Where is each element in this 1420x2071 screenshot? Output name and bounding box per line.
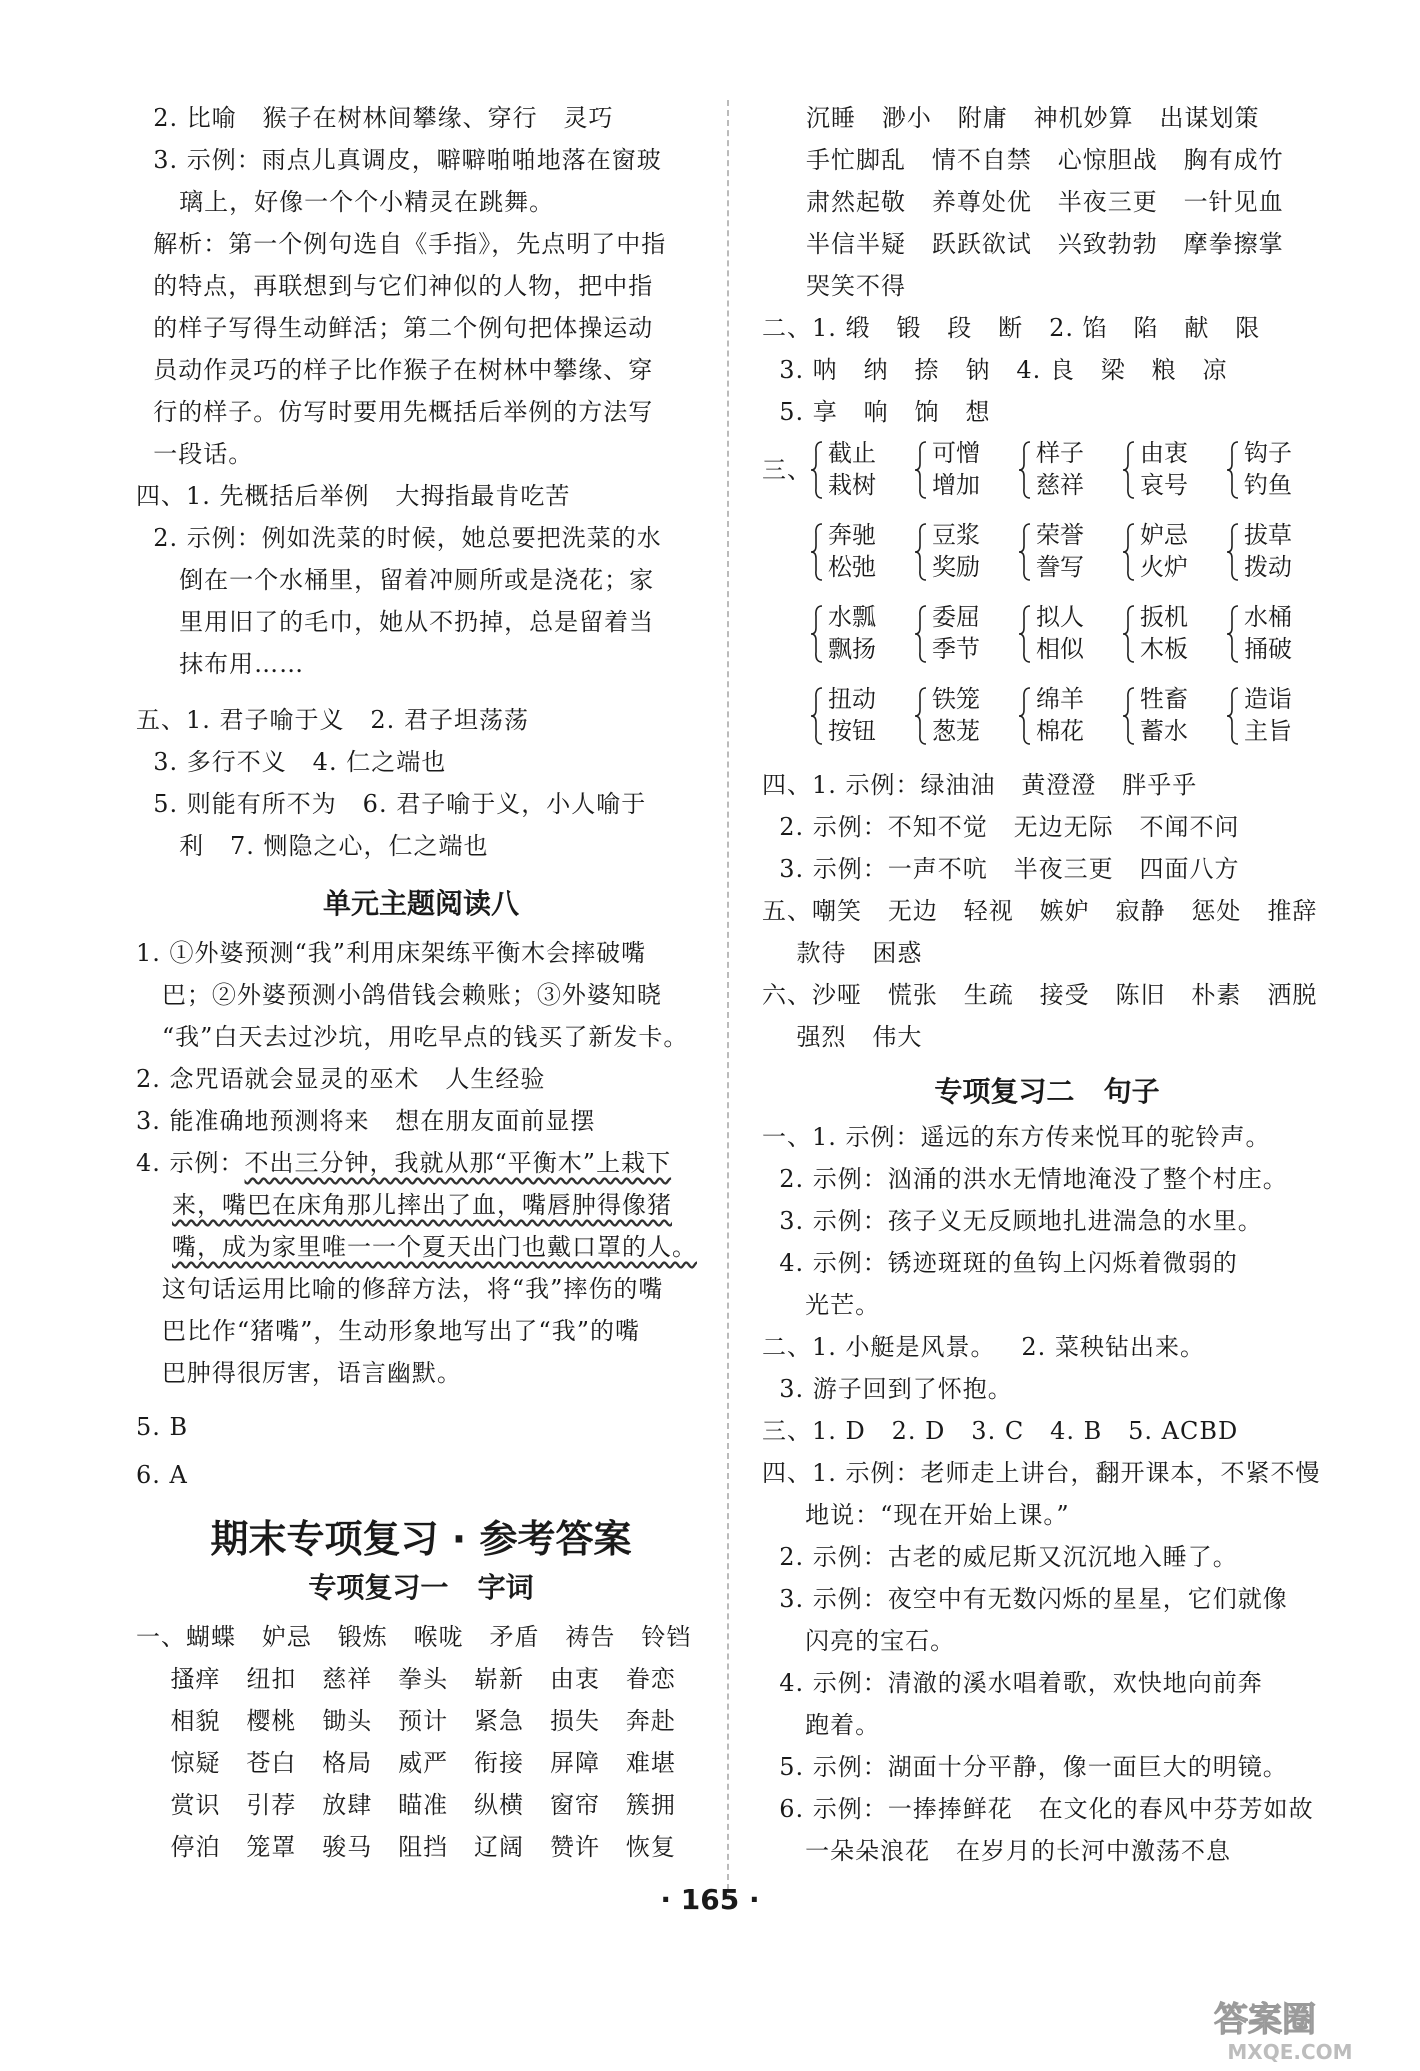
text-line: [136, 1148, 671, 1178]
text-line: 一朵朵浪花 在岁月的长河中激荡不息: [762, 1837, 1232, 1865]
word-pair: [1122, 684, 1220, 746]
watermark-logo: [1120, 1991, 1410, 2065]
word-pair: [914, 684, 1012, 746]
text-line: 6. A: [136, 1461, 188, 1489]
word-pair: [1226, 438, 1324, 500]
text-line: 利 7. 恻隐之心，仁之端也: [136, 832, 489, 860]
pair-word: 扭动: [828, 685, 876, 713]
pair-word: 委屈: [932, 603, 980, 631]
text-line: 里用旧了的毛巾，她从不扔掉，总是留着当: [136, 608, 655, 636]
pair-word: 增加: [932, 471, 980, 499]
text-line: 倒在一个水桶里，留着冲厕所或是浇花；家: [136, 566, 655, 594]
word-pair: [1122, 438, 1220, 500]
pair-word: 季节: [932, 635, 980, 663]
analysis-line: 一段话。: [136, 440, 254, 468]
pair-word: 捅破: [1244, 635, 1292, 663]
brace-icon: [1226, 686, 1240, 746]
pair-word: 火炉: [1140, 553, 1188, 581]
word-pair: [810, 684, 908, 746]
text-line: 二、1. 缎 锻 段 断 2. 馅 陷 献 限: [762, 314, 1261, 342]
text-line: 璃上，好像一个个小精灵在跳舞。: [136, 188, 555, 216]
brace-icon: [914, 522, 928, 582]
pair-word: 松弛: [828, 553, 876, 581]
text-line: 5. 示例：湖面十分平静，像一面巨大的明镜。: [762, 1753, 1288, 1781]
analysis-line: 的特点，再联想到与它们神似的人物，把中指: [136, 272, 654, 300]
pair-word: 扳机: [1140, 603, 1188, 631]
pair-word: 哀号: [1140, 471, 1188, 499]
text-line: “我”白天去过沙坑，用吃早点的钱买了新发卡。: [136, 1023, 689, 1051]
svg-text:MXQE.COM: MXQE.COM: [1227, 2040, 1353, 2064]
text-line: 抹布用……: [136, 650, 305, 678]
pair-word: 拔草: [1244, 521, 1292, 549]
brace-icon: [914, 604, 928, 664]
pair-word: 妒忌: [1140, 521, 1188, 549]
text-line: 1. ①外婆预测“我”利用床架练平衡木会摔破嘴: [136, 939, 647, 967]
brace-icon: [1226, 522, 1240, 582]
text-line: 5. 享 响 饷 想: [762, 398, 991, 426]
text-line: 五、嘲笑 无边 轻视 嫉妒 寂静 惩处 推辞: [762, 897, 1318, 925]
text-line: 3. 示例：孩子义无反顾地扎进湍急的水里。: [762, 1207, 1263, 1235]
text-line: 巴肿得很厉害，语言幽默。: [136, 1359, 462, 1387]
word-row: 半信半疑 跃跃欲试 兴致勃勃 摩拳擦掌: [806, 230, 1284, 258]
section-label: 三、: [762, 456, 812, 484]
pair-word: 牲畜: [1140, 685, 1188, 713]
word-pair: [1018, 438, 1116, 500]
word-row: 手忙脚乱 情不自禁 心惊胆战 胸有成竹: [806, 146, 1284, 174]
text-line: 跑着。: [762, 1711, 881, 1739]
section-title: 专项复习二 句子: [934, 1075, 1160, 1108]
analysis-line: 的样子写得生动鲜活；第二个例句把体操运动: [136, 314, 654, 342]
word-pair-grid: [810, 438, 1330, 768]
text-line: 5. B: [136, 1413, 189, 1441]
text-line: 2. 示例：例如洗菜的时候，她总要把洗菜的水: [136, 524, 662, 552]
text-line: 5. 则能有所不为 6. 君子喻于义，小人喻于: [136, 790, 647, 818]
pair-word: 截止: [828, 439, 876, 467]
brace-icon: [1122, 440, 1136, 500]
text-line: 3. 多行不义 4. 仁之端也: [136, 748, 447, 776]
pair-word: 由衷: [1140, 439, 1188, 467]
text-line: 2. 示例：古老的威尼斯又沉沉地入睡了。: [762, 1543, 1238, 1571]
text-line: 二、1. 小艇是风景。 2. 菜秧钻出来。: [762, 1333, 1205, 1361]
text-line: 4. 示例：清澈的溪水唱着歌，欢快地向前奔: [762, 1669, 1263, 1697]
text-line: 五、1. 君子喻于义 2. 君子坦荡荡: [136, 706, 529, 734]
brace-icon: [914, 440, 928, 500]
word-row: 惊疑 苍白 格局 威严 衔接 屏障 难堪: [136, 1749, 676, 1777]
brace-icon: [810, 686, 824, 746]
pair-word: 蓄水: [1140, 717, 1188, 745]
pair-word: 栽树: [828, 471, 876, 499]
word-pair: [810, 438, 908, 500]
word-pair: [1226, 602, 1324, 664]
section-title: 单元主题阅读八: [322, 887, 519, 920]
pair-word: 飘扬: [828, 635, 876, 663]
pair-word: 相似: [1036, 635, 1084, 663]
word-row: 哭笑不得: [806, 272, 906, 300]
pair-word: 葱茏: [932, 717, 980, 745]
word-pair: [810, 520, 908, 582]
final-review-title: 期末专项复习 · 参考答案: [210, 1517, 632, 1561]
brace-icon: [914, 686, 928, 746]
text-line: 四、1. 示例：绿油油 黄澄澄 胖乎乎: [762, 771, 1198, 799]
wavy-underlined-text: 嘴，成为家里唯一一个夏天出门也戴口罩的人。: [172, 1233, 697, 1261]
text-line: 2. 比喻 猴子在树林间攀缘、穿行 灵巧: [136, 104, 614, 132]
pair-word: 荣誉: [1036, 521, 1084, 549]
pair-word: 铁笼: [932, 685, 980, 713]
word-row: 搔痒 纽扣 慈祥 拳头 崭新 由衷 眷恋: [136, 1665, 676, 1693]
brace-icon: [1122, 604, 1136, 664]
svg-text:答案圈: 答案圈: [1214, 2000, 1316, 2040]
pair-word: 水桶: [1244, 603, 1292, 631]
wavy-underlined-text: 来，嘴巴在床角那儿摔出了血，嘴唇肿得像猪: [172, 1191, 672, 1219]
brace-icon: [810, 440, 824, 500]
word-pair: [1122, 602, 1220, 664]
item-prefix: 4. 示例：: [136, 1149, 245, 1177]
analysis-line: 解析：第一个例句选自《手指》，先点明了中指: [136, 230, 667, 258]
word-pair: [1226, 684, 1324, 746]
column-divider: [727, 100, 729, 1900]
text-line: 6. 示例：一捧捧鲜花 在文化的春风中芬芳如故: [762, 1795, 1314, 1823]
brace-icon: [810, 604, 824, 664]
text-line: 巴；②外婆预测小鸽借钱会赖账；③外婆知晓: [136, 981, 662, 1009]
text-line: 一、1. 示例：遥远的东方传来悦耳的驼铃声。: [762, 1123, 1271, 1151]
text-line: 六、沙哑 慌张 生疏 接受 陈旧 朴素 洒脱: [762, 981, 1318, 1009]
brace-icon: [1018, 440, 1032, 500]
text-line: 强烈 伟大: [762, 1023, 923, 1051]
pair-word: 绵羊: [1036, 685, 1084, 713]
text-line: 款待 困惑: [762, 939, 923, 967]
word-row: 停泊 笼罩 骏马 阻挡 辽阔 赞许 恢复: [136, 1833, 676, 1861]
pair-word: 慈祥: [1036, 471, 1084, 499]
word-row: 一、蝴蝶 妒忌 锻炼 喉咙 矛盾 祷告 铃铛: [136, 1623, 692, 1651]
pair-word: 木板: [1140, 635, 1188, 663]
text-line: 3. 能准确地预测将来 想在朋友面前显摆: [136, 1107, 596, 1135]
brace-icon: [1018, 686, 1032, 746]
text-line: 四、1. 先概括后举例 大拇指最肯吃苦: [136, 482, 571, 510]
brace-icon: [1226, 604, 1240, 664]
word-pair: [810, 602, 908, 664]
text-line: 3. 示例：雨点儿真调皮，噼噼啪啪地落在窗玻: [136, 146, 662, 174]
text-line: 3. 示例：夜空中有无数闪烁的星星，它们就像: [762, 1585, 1288, 1613]
word-pair: [914, 438, 1012, 500]
text-line: 光芒。: [762, 1291, 881, 1319]
brace-icon: [1122, 522, 1136, 582]
page-number: · 165 ·: [660, 1883, 760, 1916]
pair-word: 奖励: [932, 553, 980, 581]
text-line: 巴比作“猪嘴”，生动形象地写出了“我”的嘴: [136, 1317, 640, 1345]
pair-word: 按钮: [828, 717, 876, 745]
text-line: 地说：“现在开始上课。”: [762, 1501, 1070, 1529]
text-line: 四、1. 示例：老师走上讲台，翻开课本，不紧不慢: [762, 1459, 1321, 1487]
pair-word: 奔驰: [828, 521, 876, 549]
pair-word: 豆浆: [932, 521, 980, 549]
brace-icon: [1226, 440, 1240, 500]
pair-word: 样子: [1036, 439, 1084, 467]
text-line: 3. 示例：一声不吭 半夜三更 四面八方: [762, 855, 1240, 883]
text-line: 3. 呐 纳 捺 钠 4. 良 梁 粮 凉: [762, 356, 1228, 384]
text-line: 闪亮的宝石。: [762, 1627, 956, 1655]
pair-word: 主旨: [1244, 717, 1292, 745]
word-pair: [1018, 602, 1116, 664]
word-row: 沉睡 渺小 附庸 神机妙算 出谋划策: [806, 104, 1260, 132]
text-line: 三、1. D 2. D 3. C 4. B 5. ACBD: [762, 1417, 1239, 1445]
pair-word: 钓鱼: [1244, 471, 1292, 499]
brace-icon: [1018, 522, 1032, 582]
brace-icon: [1122, 686, 1136, 746]
brace-icon: [1018, 604, 1032, 664]
pair-word: 拨动: [1244, 553, 1292, 581]
word-row: 相貌 樱桃 锄头 预计 紧急 损失 奔赴: [136, 1707, 676, 1735]
word-pair: [914, 602, 1012, 664]
pair-word: 造诣: [1244, 685, 1292, 713]
brace-icon: [810, 522, 824, 582]
word-pair: [1018, 520, 1116, 582]
pair-word: 水瓢: [828, 603, 876, 631]
text-line: 2. 示例：汹涌的洪水无情地淹没了整个村庄。: [762, 1165, 1288, 1193]
word-pair: [1018, 684, 1116, 746]
word-row: 赏识 引荐 放肆 瞄准 纵横 窗帘 簇拥: [136, 1791, 676, 1819]
pair-word: 拟人: [1036, 603, 1084, 631]
pair-word: 棉花: [1036, 717, 1084, 745]
section-title: 专项复习一 字词: [308, 1571, 534, 1604]
pair-word: 誊写: [1036, 553, 1084, 581]
text-line: 3. 游子回到了怀抱。: [762, 1375, 1013, 1403]
analysis-line: 员动作灵巧的样子比作猴子在树林中攀缘、穿: [136, 356, 654, 384]
pair-word: 钩子: [1244, 439, 1292, 467]
wavy-underlined-text: 不出三分钟，我就从那“平衡木”上栽下: [244, 1149, 672, 1177]
text-line: 2. 念咒语就会显灵的巫术 人生经验: [136, 1065, 546, 1093]
word-pair: [914, 520, 1012, 582]
text-line: 这句话运用比喻的修辞方法，将“我”摔伤的嘴: [136, 1275, 664, 1303]
text-line: 2. 示例：不知不觉 无边无际 不闻不问: [762, 813, 1240, 841]
word-row: 肃然起敬 养尊处优 半夜三更 一针见血: [806, 188, 1284, 216]
analysis-line: 行的样子。仿写时要用先概括后举例的方法写: [136, 398, 654, 426]
pair-word: 可憎: [932, 439, 980, 467]
word-pair: [1226, 520, 1324, 582]
word-pair: [1122, 520, 1220, 582]
text-line: 4. 示例：锈迹斑斑的鱼钩上闪烁着微弱的: [762, 1249, 1238, 1277]
